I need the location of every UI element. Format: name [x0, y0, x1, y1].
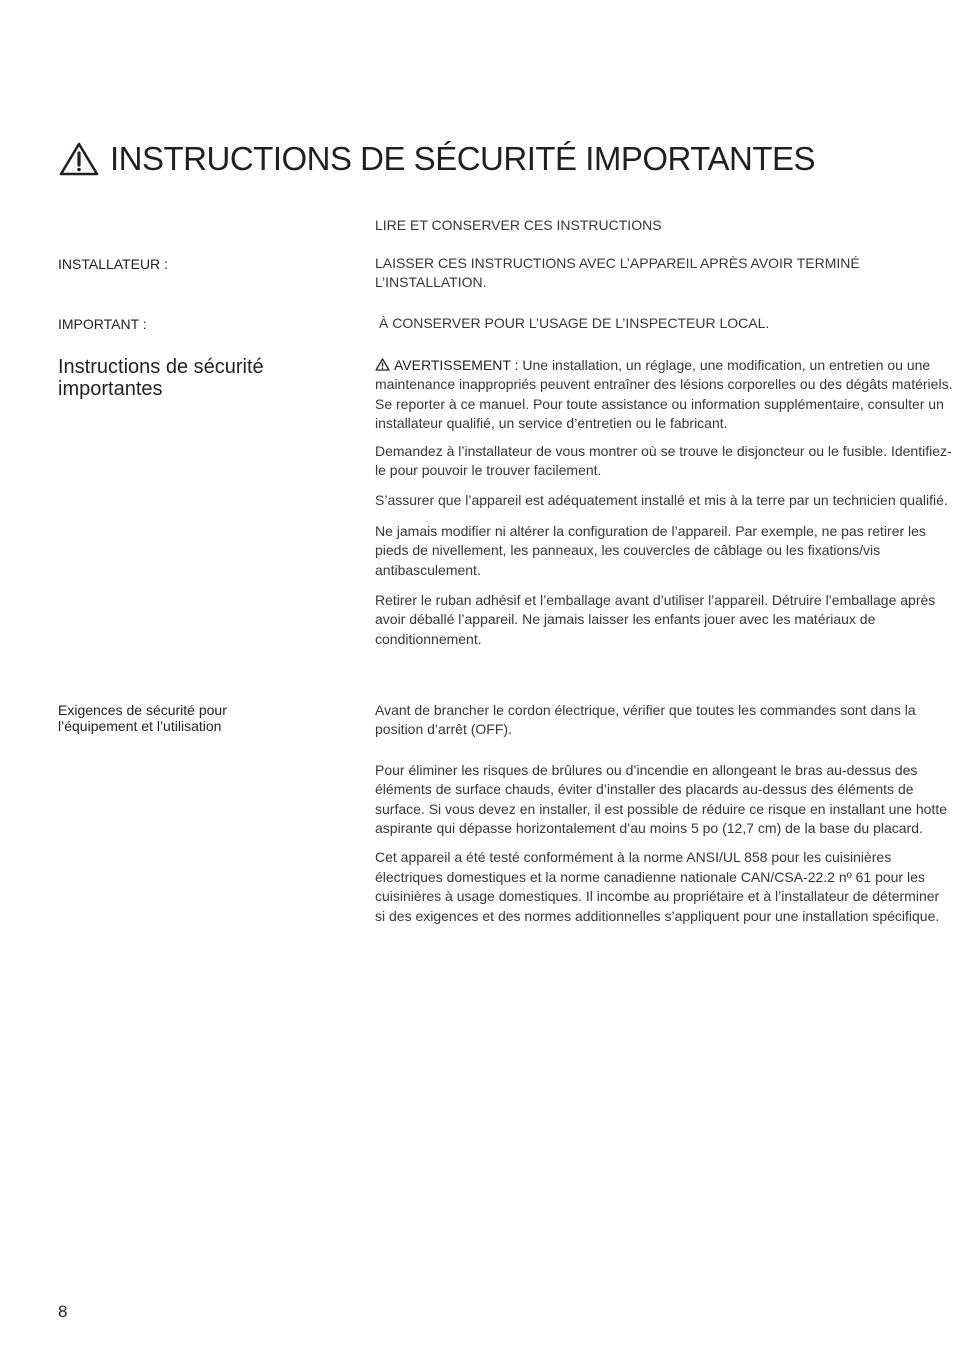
read-keep-instructions: LIRE ET CONSERVER CES INSTRUCTIONS [375, 217, 662, 233]
paragraph: S’assurer que l’appareil est adéquatement installé et mis à la terre par un technicien qualifié. [375, 492, 948, 509]
page-number: 8 [58, 1302, 68, 1321]
paragraph: Pour éliminer les risques de brûlures ou d’incendie en allongeant le bras au-dessus des éléments de surface chauds, éviter d’installer des placards au-dessus des éléments de surface. Si vous devez en installer, il est possible de réduire ce risque en installant une hotte aspirante qui dépasse horizontalement d’au moins 5 po (12,7 cm) de la base du placard. [375, 761, 947, 837]
section-heading-safety: Instructions de sécurité importantes [58, 356, 264, 400]
section-heading-equipment: Exigences de sécurité pour l’équipement et l’utilisation [58, 702, 227, 734]
important-text: À CONSERVER POUR L’USAGE DE L’INSPECTEUR LOCAL. [379, 315, 770, 331]
paragraph: Demandez à l’installateur de vous montrer où se trouve le disjoncteur ou le fusible. Identifiez-le pour pouvoir le trouver facilement. [375, 442, 952, 479]
safety-section-body [375, 356, 953, 649]
paragraph: Ne jamais modifier ni altérer la configuration de l’appareil. Par exemple, ne pas retirer les pieds de nivellement, les panneaux, les couvercles de câblage ou les fixations/vis antibasculement. [375, 522, 926, 578]
page-title-text: INSTRUCTIONS DE SÉCURITÉ IMPORTANTES [110, 140, 816, 177]
warning-text: Une installation, un réglage, une modification, un entretien ou une maintenance inappropriés peuvent entraîner des lésions corporelles ou des dégâts matériels. Se reporter à ce manuel. Pour toute assistance ou information supplémentaire, consulter un installateur qualifié, un service d’entretien ou le fabricant. [375, 357, 953, 432]
warning-label: AVERTISSEMENT : [394, 357, 519, 373]
important-label: IMPORTANT : [58, 316, 147, 332]
paragraph: Avant de brancher le cordon électrique, vérifier que toutes les commandes sont dans la position d’arrêt (OFF). [375, 702, 916, 738]
warning-paragraph [375, 356, 953, 434]
installer-text: LAISSER CES INSTRUCTIONS AVEC L’APPAREIL APRÈS AVOIR TERMINÉ L’INSTALLATION. [375, 255, 860, 291]
warning-triangle-icon [58, 141, 100, 177]
paragraph: Retirer le ruban adhésif et l’emballage avant d’utiliser l’appareil. Détruire l’emballage après avoir déballé l’appareil. Ne jamais laisser les enfants jouer avec les matériaux de conditionnement. [375, 592, 936, 647]
equipment-section-body [375, 701, 953, 926]
installer-label: INSTALLATEUR : [58, 256, 168, 272]
warning-small-icon [375, 358, 390, 371]
page-title [58, 140, 815, 178]
paragraph: Cet appareil a été testé conformément à la norme ANSI/UL 858 pour les cuisinières électriques domestiques et la norme canadienne nationale CAN/CSA-22.2 nº 61 pour les cuisinières à usage domestiques. Il incombe au propriétaire et à l’installateur de déterminer si des exigences et des normes additionnelles s’appliquent pour une installation spécifique. [375, 849, 940, 924]
